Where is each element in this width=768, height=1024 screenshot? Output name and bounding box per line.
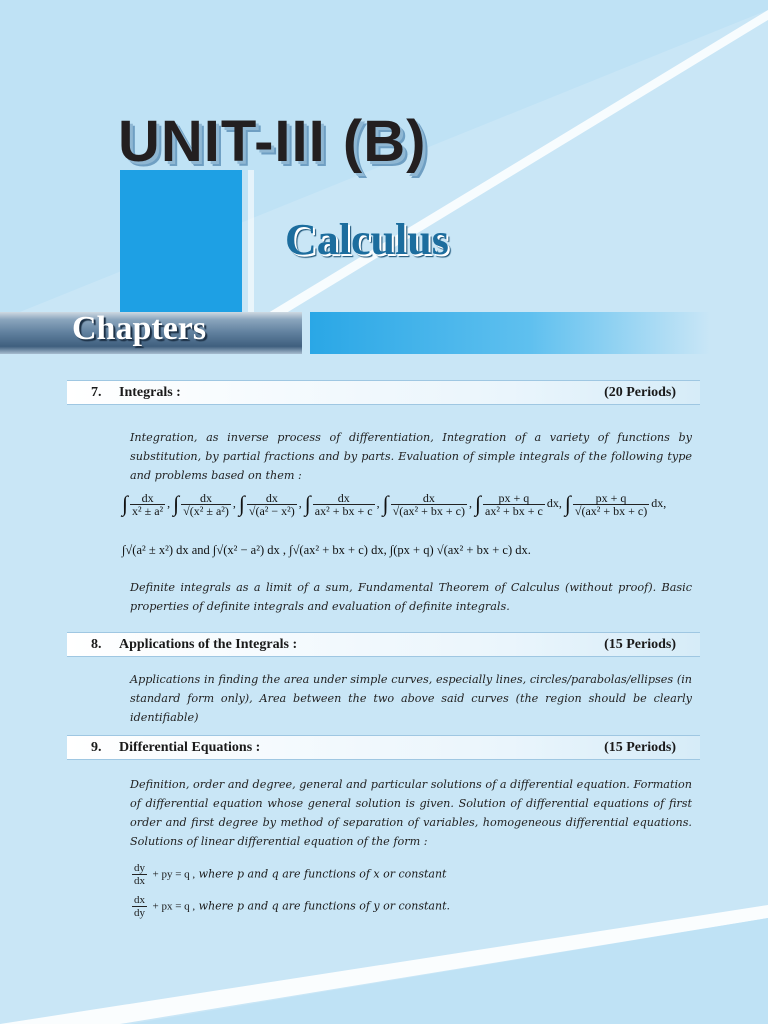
ode-rest: + px = q , [152, 900, 196, 913]
chapter-number: 7. [91, 385, 102, 400]
chapter-header-differential-equations [67, 735, 700, 760]
integral-formulas-line1: ∫ $\frac{dx}{\text{x² ± a²}}$ , ∫ $\frac{dx}{\text{√(x² ± a²)}}$ , ∫ $\frac{dx}{\text{√(a² − x²)}}$ , ∫ $\frac{dx}{\text{ax² + bx + c}}$ , ∫ $\frac{dx}{\text{√(ax² + bx + c)}}$ , ∫ $\frac{px + q}{\text{ax² + bx + c}}$ dx, ∫ $\frac{px + q}{\text{√(ax² + bx + c)}}$ dx, [122, 490, 667, 518]
ode-form-2 [130, 894, 450, 919]
ode-rest: + py = q , [152, 868, 196, 881]
chapter-title: Differential Equations : [119, 740, 261, 755]
unit-title: UNIT-III (B) [118, 109, 427, 174]
ode-form-1 [130, 862, 446, 887]
frac-num: px + q [483, 492, 545, 505]
chapter-number: 9. [91, 740, 102, 755]
chapters-banner-accent [310, 312, 710, 354]
frac-num: dx [130, 492, 165, 505]
frac-num: dx [313, 492, 375, 505]
ode-num: dy [134, 862, 145, 874]
chapters-heading: Chapters [72, 310, 207, 347]
chapter-periods: (15 Periods) [604, 637, 676, 652]
frac-den: ax² + bx + c [485, 503, 543, 518]
frac-num: dx [247, 492, 297, 505]
chapter-description: Definition, order and degree, general and particular solutions of a differential equation. Formation of differential equation whose general solution is given. Solution of differential equations of first order and first degree by method of separation of variables, homogeneous differential equations. Solutions of linear differential equation of the form : [130, 778, 692, 848]
chapter-description: Integration, as inverse process of differentiation, Integration of a variety of functions by substitution, by partial fractions and by parts. Evaluation of simple integrals of the following type and problems based on them : [130, 431, 692, 482]
chapter-title: Applications of the Integrals : [119, 637, 298, 652]
chapter-number: 8. [91, 637, 102, 652]
chapter-description: Applications in finding the area under simple curves, especially lines, circles/parabolas/ellipses (in standard form only), Area between the two above said curves (the region should be clearly identifiable) [130, 673, 692, 724]
chapter-periods: (20 Periods) [604, 385, 676, 400]
chapter-header-applications [67, 632, 700, 657]
ode-note: where p and q are functions of y or constant. [198, 899, 450, 913]
frac-den: √(ax² + bx + c) [574, 503, 648, 518]
frac-den: x² ± a² [132, 503, 164, 518]
ode-note: where p and q are functions of x or constant [198, 867, 447, 881]
frac-num: dx [391, 492, 467, 505]
ode-den: dx [134, 875, 145, 887]
frac-den: √(x² ± a²) [183, 503, 229, 518]
subject-title: Calculus [285, 215, 449, 264]
frac-num: dx [181, 492, 231, 505]
chapter-extra-text: Definite integrals as a limit of a sum, Fundamental Theorem of Calculus (without proof). Basic properties of definite integrals and evaluation of definite integrals. [130, 581, 692, 613]
chapter-header-integrals [67, 380, 700, 405]
frac-den: ax² + bx + c [314, 503, 373, 518]
ode-num: dx [134, 894, 145, 906]
integral-formulas-line2: ∫√(a² ± x²) dx and ∫√(x² − a²) dx , ∫√(ax² + bx + c) dx, ∫(px + q) √(ax² + bx + c) dx. [122, 543, 531, 557]
frac-den: √(a² − x²) [248, 503, 295, 518]
chapter-title: Integrals : [119, 385, 181, 400]
chapter-periods: (15 Periods) [604, 740, 676, 755]
frac-num: px + q [573, 492, 649, 505]
ode-den: dy [134, 907, 145, 919]
frac-den: √(ax² + bx + c) [392, 503, 465, 518]
